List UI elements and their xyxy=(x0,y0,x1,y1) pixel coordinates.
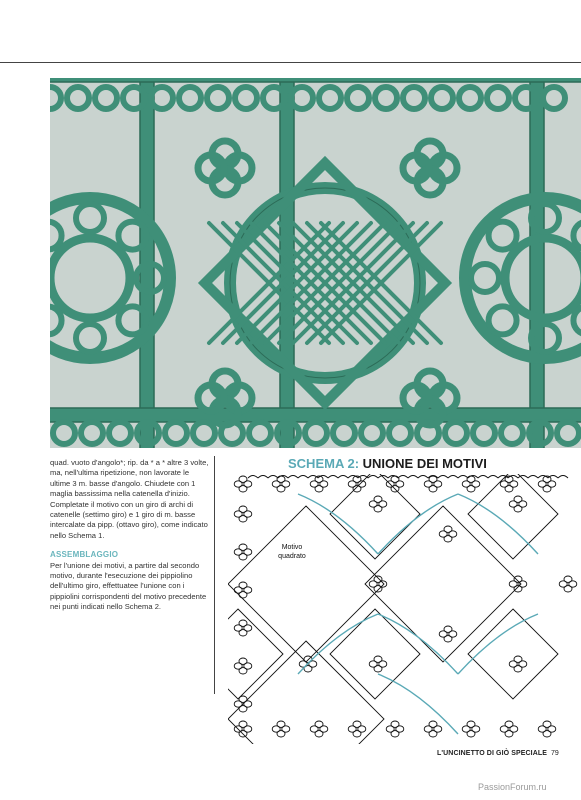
instructions-paragraph-1: quad. vuoto d'angolo*; rip. da * a * altre 3 volte, ma, nell'ultima ripetizione, non lavorate le ultime 3 m. basse d'angolo. Chiudete con 1 maglia bassissima nella catenella d'inizio. xyxy=(50,458,209,499)
joining-diagram xyxy=(228,474,581,744)
schema-title xyxy=(288,456,487,471)
instructions-paragraph-2: Completate il motivo con un giro di archi di catenelle (settimo giro) e 1 giro di m. basse intercalate da pipp. (ottavo giro), come indicato nello Schema 1. xyxy=(50,499,208,540)
motif-label-line-1: Motivo xyxy=(281,544,303,551)
motif-label-line-2: quadrato xyxy=(278,552,306,560)
page-footer xyxy=(437,750,559,757)
column-divider xyxy=(214,456,215,694)
schema-title-text: UNIONE DEI MOTIVI xyxy=(359,456,487,471)
crochet-lace-image xyxy=(50,78,581,448)
instructions-column xyxy=(50,458,210,613)
motif-label xyxy=(262,544,322,561)
watermark: PassionForum.ru xyxy=(478,782,547,792)
magazine-name: L'UNCINETTO DI GIÒ SPECIALE xyxy=(437,750,548,757)
joining-diagram-drawing xyxy=(228,474,581,744)
assembly-heading: ASSEMBLAGGIO xyxy=(50,550,119,560)
schema-title-number: SCHEMA 2: xyxy=(288,456,360,471)
assembly-text: Per l'unione dei motivi, a partire dal secondo motivo, durante l'esecuzione dei pippiolino dell'ultimo giro, effettuatee l'unione con i pippiolini corrispondenti del motivo precedente nei punti indicati nello Schema 2. xyxy=(50,560,207,612)
crochet-photo xyxy=(50,78,581,448)
page-number: 79 xyxy=(551,750,559,757)
top-rule xyxy=(0,62,581,63)
